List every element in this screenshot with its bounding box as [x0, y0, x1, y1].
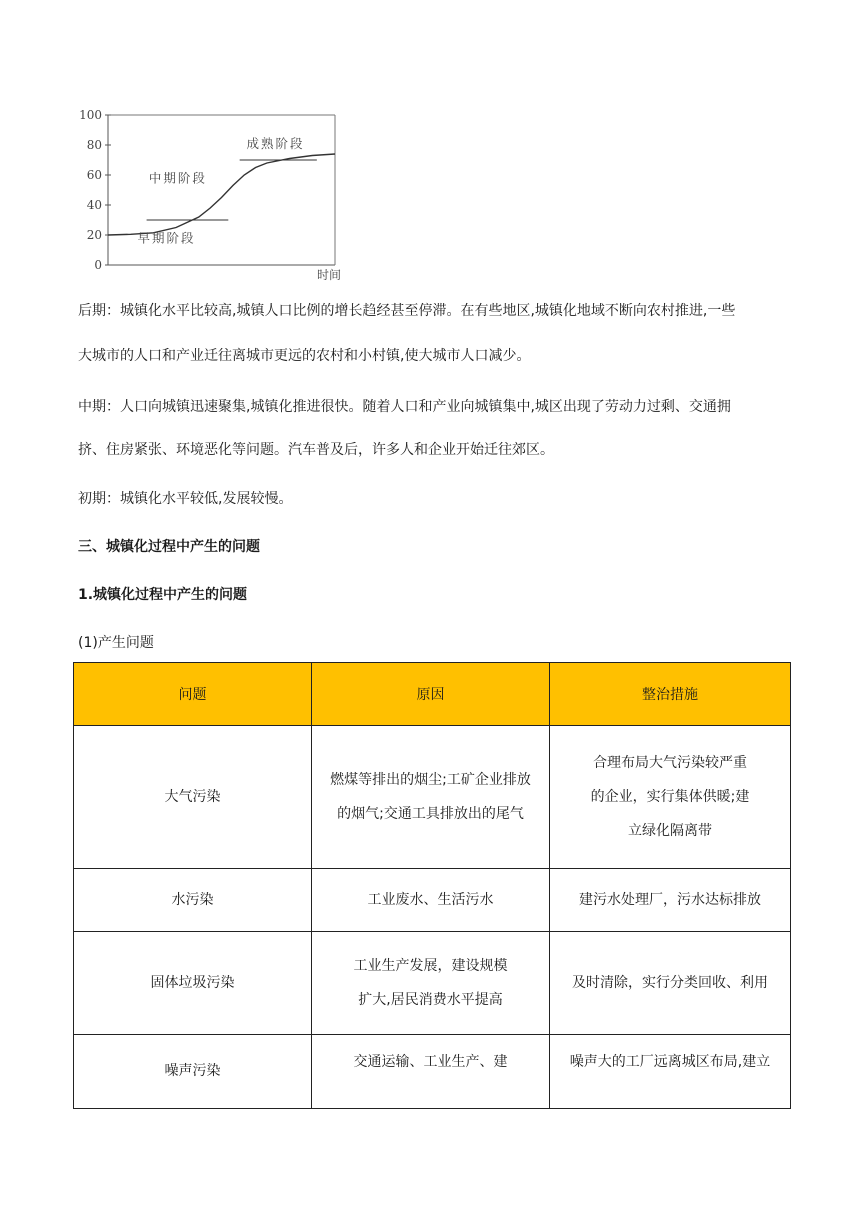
cell-line: 工业生产发展，建设规模	[353, 957, 508, 974]
stage-label: 成熟阶段	[246, 136, 305, 151]
cell-cause	[312, 726, 550, 869]
cell-line: 立绿化隔离带	[628, 823, 712, 840]
cell-measure	[550, 1035, 791, 1109]
table-row	[74, 726, 791, 869]
paragraph-late-stage-cont: 大城市的人口和产业迁往离城市更远的农村和小村镇,使大城市人口减少。	[78, 348, 531, 364]
cell-cause	[312, 1035, 550, 1109]
header-measure: 整治措施	[550, 663, 791, 726]
urbanization-curve-line	[108, 154, 335, 235]
urbanization-curve-chart	[70, 104, 370, 282]
cell-problem: 水污染	[74, 869, 312, 932]
x-axis-label: 时间	[317, 268, 342, 282]
cell-line: 燃煤等排出的烟尘;工矿企业排放	[330, 771, 531, 788]
cell-line: 的企业，实行集体供暖;建	[590, 788, 750, 805]
sub-label: (1)产生问题	[78, 635, 154, 651]
cell-problem: 固体垃圾污染	[74, 932, 312, 1035]
cell-line: 扩大,居民消费水平提高	[358, 992, 503, 1008]
header-problem: 问题	[74, 663, 312, 726]
cell-cause	[312, 932, 550, 1035]
stage-label: 中期阶段	[148, 170, 207, 186]
y-tick-label: 60	[86, 168, 102, 182]
paragraph-late-stage: 后期：城镇化水平比较高,城镇人口比例的增长趋经甚至停滞。在有些地区,城镇化地域不断向农村推进,一些	[78, 303, 736, 319]
header-cause: 原因	[312, 663, 550, 726]
table-row	[74, 869, 791, 932]
y-tick-label: 40	[86, 198, 102, 212]
y-tick-label: 0	[94, 258, 102, 272]
cell-line: 及时清除，实行分类回收、利用	[572, 974, 768, 991]
cell-line: 合理布局大气污染较严重	[593, 754, 747, 771]
cell-problem: 噪声污染	[74, 1035, 312, 1109]
cell-line: 噪声大的工厂远离城区布局,建立	[569, 1054, 771, 1070]
paragraph-early-stage: 初期：城镇化水平较低,发展较慢。	[78, 491, 293, 507]
cell-line: 建污水处理厂，污水达标排放	[579, 891, 761, 908]
cell-measure	[550, 932, 791, 1035]
paragraph-mid-stage: 中期：人口向城镇迅速聚集,城镇化推进很快。随着人口和产业向城镇集中,城区出现了劳动力过剩、交通拥	[78, 399, 731, 415]
paragraph-mid-stage-cont: 挤、住房紧张、环境恶化等问题。汽车普及后，许多人和企业开始迁往郊区。	[78, 442, 554, 458]
cell-measure	[550, 726, 791, 869]
table-row	[74, 932, 791, 1035]
cell-line: 的烟气;交通工具排放出的尾气	[337, 806, 524, 822]
table-row	[74, 1035, 791, 1109]
section-heading: 三、城镇化过程中产生的问题	[78, 539, 260, 555]
table-header-row	[74, 663, 791, 726]
cell-cause	[312, 869, 550, 932]
y-tick-label: 80	[86, 138, 102, 152]
problems-table	[73, 662, 791, 1109]
y-tick-label: 20	[86, 228, 102, 242]
cell-line: 交通运输、工业生产、建	[353, 1054, 508, 1070]
chart-svg	[70, 104, 370, 282]
stage-label: 早期阶段	[137, 230, 196, 246]
y-tick-label: 100	[79, 108, 102, 122]
sub-heading: 1.城镇化过程中产生的问题	[78, 587, 248, 603]
cell-problem: 大气污染	[74, 726, 312, 869]
cell-measure	[550, 869, 791, 932]
cell-line: 工业废水、生活污水	[367, 891, 494, 908]
